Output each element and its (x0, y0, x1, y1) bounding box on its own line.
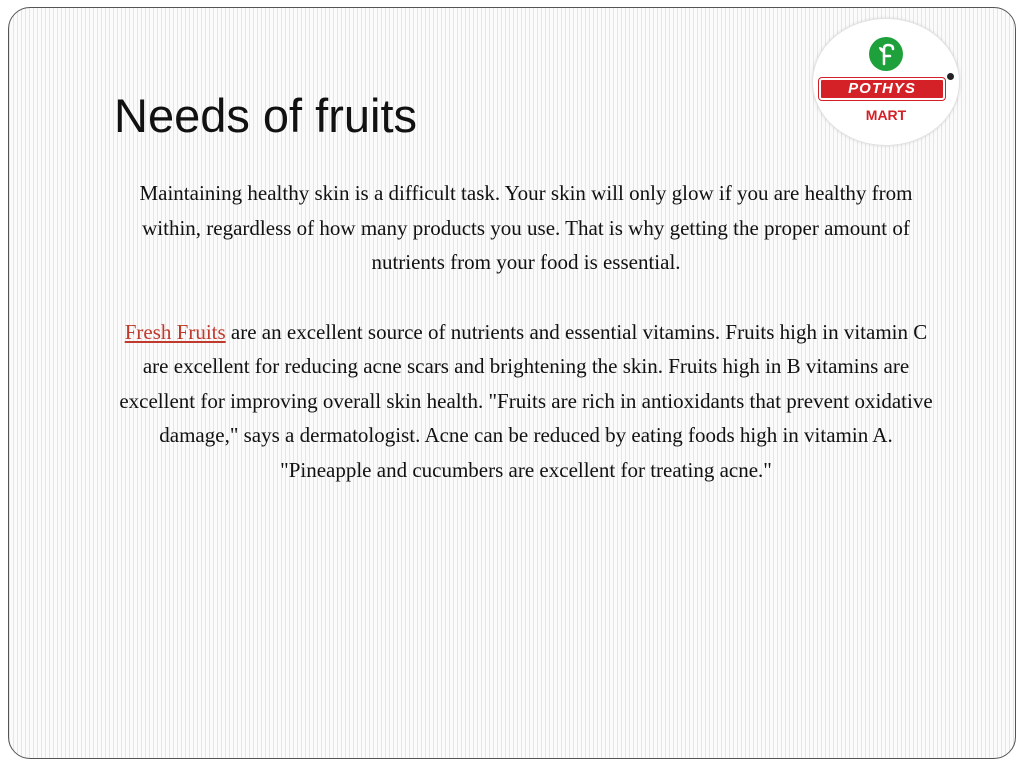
paragraph-fruits-text: are an excellent source of nutrients and essential vitamins. Fruits high in vitamin C are excellent for reducing acne scars and brightening the skin. Fruits high in B vitamins are excellent for improving overall skin health. "Fruits are rich in antioxidants that prevent oxidative damage," says a dermatologist. Acne can be reduced by eating foods high in vitamin A. "Pineapple and cucumbers are excellent for treating acne." (119, 319, 933, 482)
slide (8, 7, 1016, 759)
logo-brand-banner: POTHYS (819, 78, 945, 100)
logo-subtitle: MART (865, 107, 907, 123)
brand-logo (812, 18, 960, 146)
logo-trademark-dot (947, 73, 954, 80)
leaf-emblem-icon (869, 37, 903, 71)
slide-title: Needs of fruits (114, 89, 418, 142)
paragraph-fruits (111, 315, 941, 488)
slide-body (111, 176, 941, 487)
fresh-fruits-link[interactable]: Fresh Fruits (124, 319, 226, 344)
paragraph-intro: Maintaining healthy skin is a difficult task. Your skin will only glow if you are healthy from within, regardless of how many products you use. That is why getting the proper amount of nutrients from your food is essential. (139, 181, 913, 274)
